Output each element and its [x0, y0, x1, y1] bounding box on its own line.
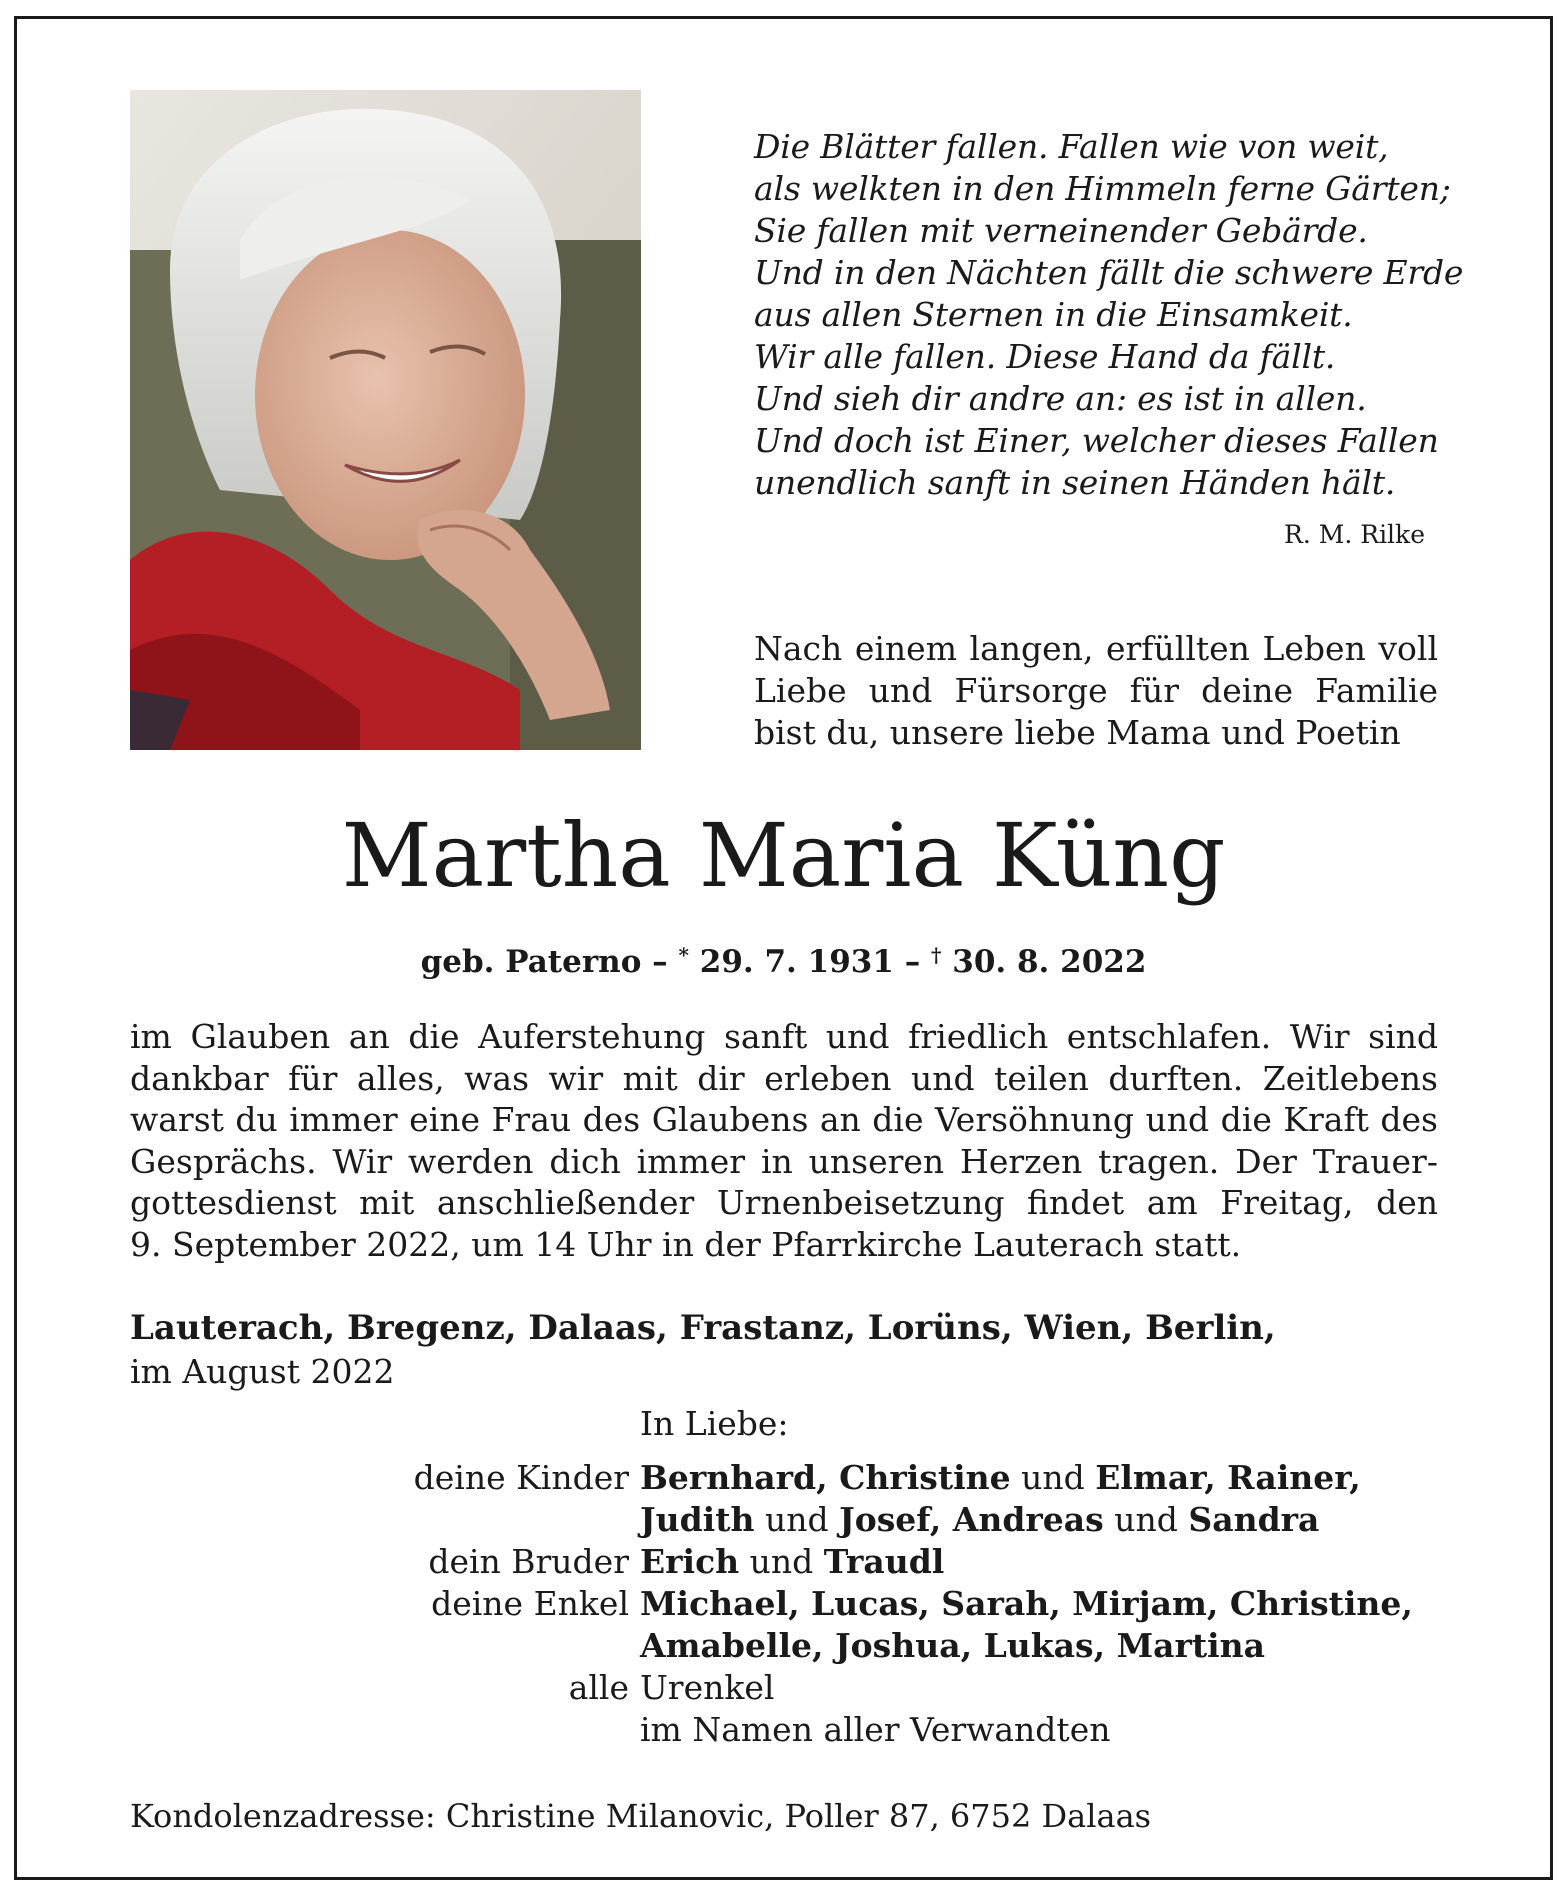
mourner-name: Judith: [640, 1500, 755, 1539]
names-line: Urenkel: [640, 1668, 775, 1707]
date-line: im August 2022: [130, 1352, 395, 1391]
mourners-row-children-cont: [0, 1499, 1567, 1541]
announcement-line: gottesdienst mit anschließender Urnenbeisetzung findet am Freitag, den: [130, 1183, 1438, 1222]
names-line: [640, 1457, 1361, 1499]
mourners-row-children: [0, 1457, 1567, 1499]
conjunction: und: [739, 1542, 824, 1581]
mourner-name: Bernhard, Christine: [640, 1458, 1011, 1497]
mourners-row-great-grandchildren: [0, 1667, 1567, 1709]
in-liebe-heading: In Liebe:: [640, 1404, 789, 1443]
intro-line: bist du, unsere liebe Mama und Poetin: [754, 713, 1401, 752]
names-line: Michael, Lucas, Sarah, Mirjam, Christine,: [640, 1584, 1413, 1623]
poem-line: Und in den Nächten fällt die schwere Erde: [754, 253, 1464, 292]
mourners-row-grandchildren-cont: [0, 1625, 1567, 1667]
names-line: [640, 1499, 1319, 1541]
condolence-address: Kondolenzadresse: Christine Milanovic, Poller 87, 6752 Dalaas: [130, 1797, 1152, 1835]
announcement-line: Gesprächs. Wir werden dich immer in unseren Herzen tragen. Der Trauer-: [130, 1141, 1438, 1181]
portrait-photo: [130, 90, 641, 750]
intro-line: Liebe und Fürsorge für deine Familie: [754, 671, 1438, 710]
conjunction: und: [754, 1500, 840, 1539]
poem-line: Und doch ist Einer, welcher dieses Fallen: [754, 421, 1439, 460]
poem-author: R. M. Rilke: [1284, 520, 1425, 549]
announcement-line: dankbar für alles, was wir mit dir erleben und teilen durften. Zeitlebens: [130, 1058, 1438, 1098]
poem-line: unendlich sanft in seinen Händen hält.: [754, 463, 1396, 502]
life-dates: [0, 935, 1567, 982]
maiden-name: geb. Paterno –: [420, 944, 679, 980]
announcement-line: im Glauben an die Auferstehung sanft und friedlich entschlafen. Wir sind: [130, 1017, 1438, 1056]
relation-label: alle: [568, 1668, 629, 1707]
intro-line: Nach einem langen, erfüllten Leben voll: [754, 629, 1438, 668]
birth-symbol: *: [678, 943, 689, 967]
conjunction: und: [1103, 1500, 1189, 1539]
announcement-text: [130, 1016, 1438, 1265]
mourners-row-brother: [0, 1541, 1567, 1583]
portrait-image: [130, 90, 641, 750]
poem-line: als welkten in den Himmeln ferne Gärten;: [754, 169, 1451, 208]
poem-line: aus allen Sternen in die Einsamkeit.: [754, 295, 1353, 334]
mourner-name: Elmar, Rainer,: [1095, 1458, 1361, 1497]
relatives-line: im Namen aller Verwandten: [640, 1710, 1111, 1749]
relation-label: dein Bruder: [428, 1542, 629, 1581]
death-date: 30. 8. 2022: [941, 944, 1147, 980]
death-symbol: †: [931, 943, 942, 967]
announcement-line: 9. September 2022, um 14 Uhr in der Pfarrkirche Lauterach statt.: [130, 1224, 1242, 1264]
names-line: [640, 1541, 944, 1583]
announcement-line: warst du immer eine Frau des Glaubens an die Versöhnung und die Kraft des: [130, 1100, 1438, 1139]
names-line: Amabelle, Joshua, Lukas, Martina: [640, 1626, 1266, 1665]
places-list: Lauterach, Bregenz, Dalaas, Frastanz, Lorüns, Wien, Berlin,: [130, 1308, 1276, 1348]
poem-line: Sie fallen mit verneinender Gebärde.: [754, 211, 1368, 250]
mourner-name: Sandra: [1188, 1500, 1320, 1539]
mourner-name: Traudl: [823, 1542, 945, 1581]
intro-text: [754, 628, 1438, 754]
poem-line: Und sieh dir andre an: es ist in allen.: [754, 379, 1367, 418]
relation-label: deine Kinder: [413, 1458, 629, 1497]
mourner-name: Erich: [640, 1542, 740, 1581]
mourners-row-grandchildren: [0, 1583, 1567, 1625]
relation-label: deine Enkel: [431, 1584, 629, 1623]
mourners-row-relatives: [0, 1709, 1567, 1751]
poem-line: Wir alle fallen. Diese Hand da fällt.: [754, 337, 1336, 376]
deceased-name: Martha Maria Küng: [341, 804, 1226, 907]
mourner-name: Josef, Andreas: [839, 1500, 1104, 1539]
conjunction: und: [1010, 1458, 1096, 1497]
birth-date: 29. 7. 1931 –: [688, 944, 931, 980]
poem: [754, 126, 1464, 504]
poem-line: Die Blätter fallen. Fallen wie von weit,: [754, 127, 1389, 166]
